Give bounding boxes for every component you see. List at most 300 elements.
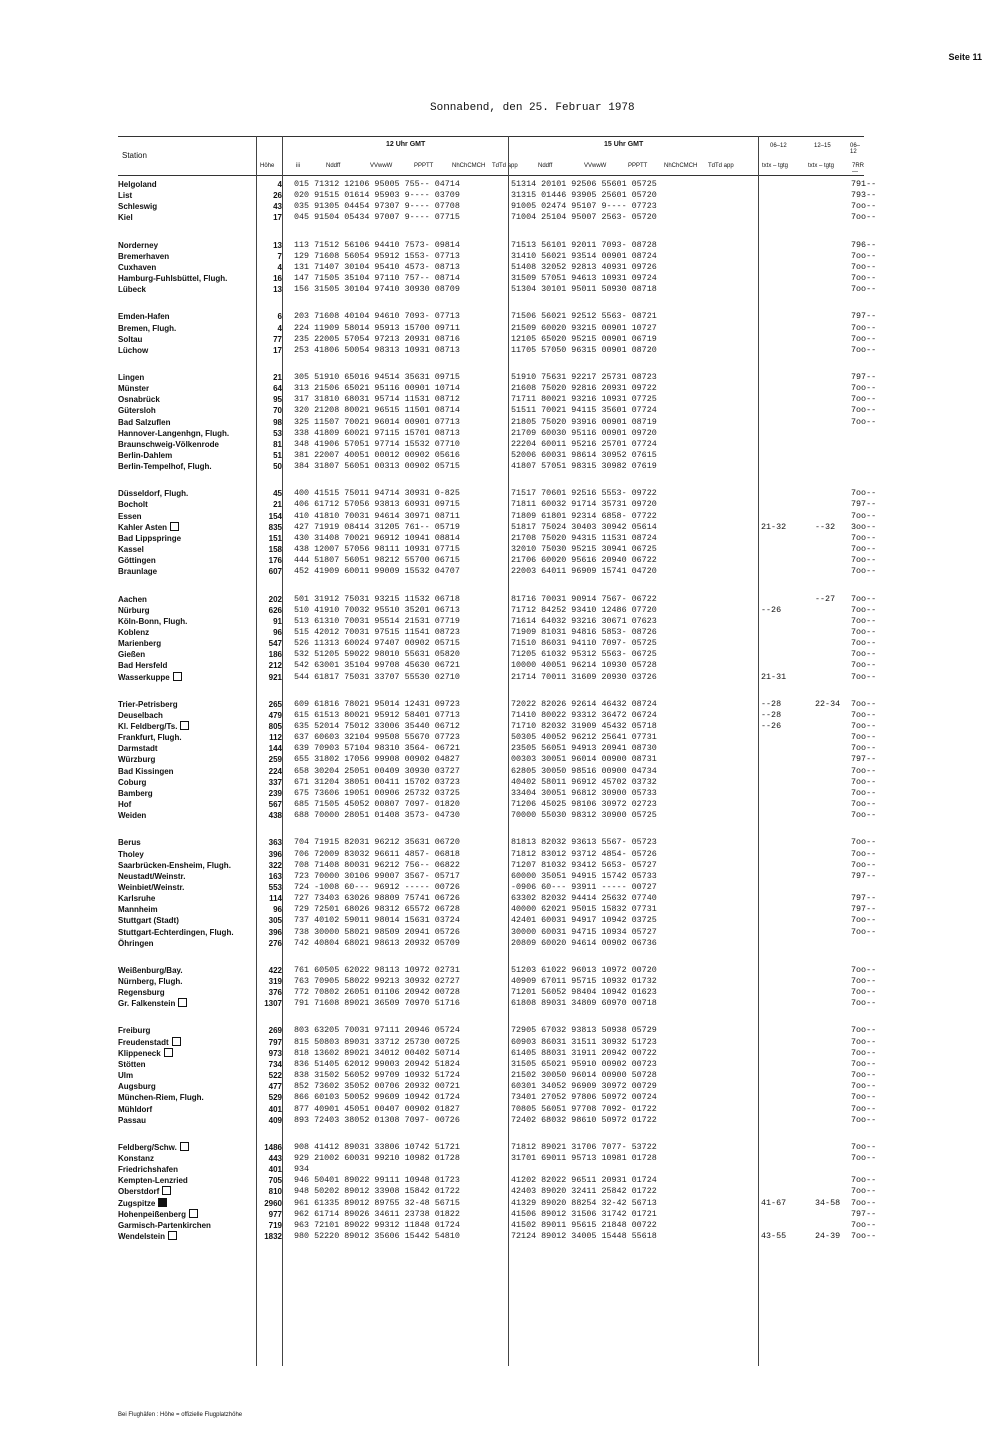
station-name: Bad Hersfeld (118, 661, 168, 671)
precip-cell: 7oo-- (851, 671, 877, 682)
station-cell (118, 766, 258, 777)
station-cell (118, 605, 258, 616)
precip-cell: 7oo-- (851, 1197, 877, 1208)
open-square-icon (178, 998, 187, 1007)
station-cell (118, 273, 258, 284)
station-name: Passau (118, 1115, 147, 1125)
rule-extra (758, 136, 759, 1366)
station-cell (118, 1153, 258, 1164)
station-cell (118, 499, 258, 510)
station-name: Mühldorf (118, 1104, 153, 1114)
obs-12-cell: 791 71608 89021 36509 70970 51716 (294, 998, 460, 1009)
precip-cell: 7oo-- (851, 284, 877, 295)
altitude-cell: 98 (273, 417, 282, 427)
station-cell (118, 616, 258, 627)
obs-15-cell: 41807 57051 98315 30982 07619 (511, 461, 657, 472)
station-cell (118, 1198, 258, 1209)
obs-12-cell: 742 40804 68021 98613 20932 05709 (294, 937, 460, 948)
precip-cell: 7oo-- (851, 998, 877, 1009)
altitude-cell: 4 (277, 262, 282, 272)
obs-12-cell: 961 61335 89012 89755 32-48 56715 (294, 1197, 460, 1208)
obs-12-cell: 253 41806 50054 98313 10931 08713 (294, 344, 460, 355)
station-name: Hohenpeißenberg (118, 1209, 187, 1219)
obs-12-cell: 203 71608 40104 94610 7093- 07713 (294, 311, 460, 322)
obs-15-cell: 23505 56051 94913 20941 08730 (511, 743, 657, 754)
obs-15-cell: 71205 61032 95312 5563- 06725 (511, 649, 657, 660)
station-name: Bamberg (118, 788, 153, 798)
obs-15-cell: 50305 40052 96212 25641 07731 (511, 732, 657, 743)
altitude-cell: 363 (268, 838, 282, 848)
station-name: Düsseldorf, Flugh. (118, 489, 189, 499)
precip-cell: 7oo-- (851, 1186, 877, 1197)
open-square-icon (168, 1231, 177, 1240)
obs-15-cell: 00303 30051 96014 00900 08731 (511, 754, 657, 765)
obs-15-cell: 71506 56021 92512 5563- 08721 (511, 311, 657, 322)
altitude-cell: 13 (273, 240, 282, 250)
obs-12-cell: 305 51910 65016 94514 35631 09715 (294, 371, 460, 382)
altitude-cell: 202 (268, 594, 282, 604)
altitude-cell: 269 (268, 1026, 282, 1036)
station-cell (118, 1025, 258, 1036)
obs-15-cell: 72402 68032 98610 50972 01722 (511, 1114, 657, 1125)
extra-1: 12–15 (814, 143, 831, 149)
obs-15-cell: 60301 34052 96909 30972 00729 (511, 1081, 657, 1092)
precip-cell: 7oo-- (851, 261, 877, 272)
altitude-cell: 70 (273, 406, 282, 416)
altitude-cell: 265 (268, 699, 282, 709)
altitude-cell: 547 (268, 639, 282, 649)
station-cell (118, 533, 258, 544)
station-name: Cuxhaven (118, 262, 157, 272)
station-cell (118, 638, 258, 649)
station-cell (118, 904, 258, 915)
obs-12-cell: 020 91515 01614 95903 9---- 03709 (294, 190, 460, 201)
extra-2: 06–12 (850, 143, 861, 155)
altitude-cell: 176 (268, 556, 282, 566)
station-name: Ulm (118, 1071, 134, 1081)
station-name: Kiel (118, 213, 133, 223)
obs-12-cell: 438 12007 57056 98111 10931 07715 (294, 544, 460, 555)
report-date: Sonnabend, den 25. Februar 1978 (430, 102, 635, 114)
station-name: Osnabrück (118, 395, 160, 405)
station-name: Kassel (118, 545, 144, 555)
precip-cell: 7oo-- (851, 405, 877, 416)
station-name: Lüchow (118, 345, 149, 355)
altitude-cell: 13 (273, 285, 282, 295)
station-cell (118, 311, 258, 322)
station-cell (118, 190, 258, 201)
altitude-cell: 21 (273, 372, 282, 382)
altitude-cell: 53 (273, 428, 282, 438)
station-cell (118, 1220, 258, 1231)
precip-cell: 7oo-- (851, 776, 877, 787)
obs-15-cell: 60000 35051 94915 15742 05733 (511, 870, 657, 881)
obs-12-cell: 962 61714 89026 34611 23738 01822 (294, 1208, 460, 1219)
obs-15-cell: 61405 88031 31911 20942 00722 (511, 1047, 657, 1058)
temp-range-cell: --26 (761, 604, 782, 615)
obs-15-cell: 71711 80021 93216 10931 07725 (511, 394, 657, 405)
precip-cell: 797-- (851, 371, 877, 382)
station-cell (118, 1175, 258, 1186)
hoehe-header: Höhe (260, 163, 275, 169)
station-cell (118, 1048, 258, 1059)
station-cell (118, 1209, 258, 1220)
station-name: Weinbiet/Weinstr. (118, 882, 185, 892)
station-cell (118, 428, 258, 439)
obs-15-cell: 71517 70601 92516 5553- 09722 (511, 488, 657, 499)
altitude-cell: 438 (268, 811, 282, 821)
open-square-icon (170, 522, 179, 531)
station-cell (118, 488, 258, 499)
obs-15-cell: 31509 57051 94613 10931 09724 (511, 273, 657, 284)
obs-15-cell: 21709 60030 95116 00901 09720 (511, 427, 657, 438)
station-header: Station (122, 151, 147, 160)
station-name: Klippeneck (118, 1048, 161, 1058)
obs-12-cell: 675 73606 19051 00906 25732 03725 (294, 787, 460, 798)
altitude-cell: 212 (268, 661, 282, 671)
altitude-cell: 224 (268, 766, 282, 776)
open-square-icon (164, 1048, 173, 1057)
precip-cell: 7oo-- (851, 322, 877, 333)
obs-12-cell: 156 31505 30104 97410 30930 08709 (294, 284, 460, 295)
station-name: Neustadt/Weinstr. (118, 871, 186, 881)
altitude-cell: 77 (273, 334, 282, 344)
obs-15-cell: 63302 82032 94414 25632 07740 (511, 893, 657, 904)
altitude-cell: 479 (268, 710, 282, 720)
group-12-header: 12 Uhr GMT (386, 141, 426, 148)
station-name: Bad Lippspringe (118, 533, 182, 543)
altitude-cell: 64 (273, 384, 282, 394)
obs-12-cell: 338 41809 60021 97115 15701 08713 (294, 427, 460, 438)
obs-15-cell: 20809 60020 94614 00902 06736 (511, 937, 657, 948)
station-cell (118, 660, 258, 671)
precip-cell: 7oo-- (851, 1103, 877, 1114)
obs-15-cell: 21502 30050 96014 00900 50728 (511, 1070, 657, 1081)
temp-range-cell: 21-31 (761, 671, 787, 682)
station-cell (118, 1164, 258, 1175)
precip-cell: 7oo-- (851, 810, 877, 821)
station-cell (118, 1186, 258, 1197)
precip-cell: 7oo-- (851, 1141, 877, 1152)
station-name: Wendelstein (118, 1232, 165, 1241)
altitude-cell: 567 (268, 800, 282, 810)
obs-12-cell: 526 11313 60024 97407 00902 05715 (294, 638, 460, 649)
station-name: Darmstadt (118, 744, 158, 754)
obs-12-cell: 129 71608 56054 95912 1553- 07713 (294, 250, 460, 261)
station-name: Kahler Asten (118, 522, 168, 532)
altitude-cell: 396 (268, 849, 282, 859)
col15-4: TdTd app (708, 163, 734, 169)
obs-12-cell: 615 61513 80021 95912 58401 07713 (294, 709, 460, 720)
station-name: Soltau (118, 334, 143, 344)
obs-12-cell: 838 31502 56052 99709 10932 51724 (294, 1070, 460, 1081)
open-square-icon (180, 721, 189, 730)
station-cell (118, 566, 258, 577)
station-cell (118, 323, 258, 334)
altitude-cell: 1486 (264, 1142, 282, 1152)
altitude-cell: 151 (268, 533, 282, 543)
station-name: Karlsruhe (118, 894, 156, 904)
station-cell (118, 1059, 258, 1070)
altitude-cell: 719 (268, 1220, 282, 1230)
altitude-cell: 276 (268, 938, 282, 948)
station-cell (118, 965, 258, 976)
station-name: Berus (118, 838, 141, 848)
precip-cell: 7oo-- (851, 250, 877, 261)
altitude-cell: 337 (268, 777, 282, 787)
altitude-cell: 396 (268, 927, 282, 937)
obs-15-cell: 40909 67011 95715 10932 01732 (511, 976, 657, 986)
precip-cell: 7oo-- (851, 555, 877, 566)
altitude-cell: 7 (277, 251, 282, 261)
altitude-cell: 553 (268, 882, 282, 892)
obs-12-cell: 685 71505 45052 00807 7097- 01820 (294, 799, 460, 810)
station-cell (118, 372, 258, 383)
station-cell (118, 799, 258, 810)
station-name: Mannheim (118, 905, 158, 915)
obs-12-cell: 852 73602 35052 00706 20932 00721 (294, 1081, 460, 1092)
station-cell (118, 893, 258, 904)
obs-15-cell: 21805 75020 93916 00901 08719 (511, 416, 657, 427)
altitude-cell: 734 (268, 1059, 282, 1069)
col15-3: NhChCMCH (664, 163, 698, 169)
temp-range-cell: 43-55 (761, 1231, 787, 1241)
filled-square-icon (158, 1198, 167, 1207)
table-header (118, 136, 864, 176)
group-15-header: 15 Uhr GMT (604, 141, 644, 148)
altitude-cell: 26 (273, 191, 282, 201)
precip-cell: 7oo-- (851, 1092, 877, 1103)
station-name: Berlin-Tempelhof, Flugh. (118, 462, 212, 472)
station-name: Gr. Falkenstein (118, 999, 176, 1009)
obs-12-cell: 934 (294, 1164, 310, 1175)
station-name: Norderney (118, 240, 159, 250)
obs-15-cell: 31701 69011 95713 10981 01728 (511, 1152, 657, 1163)
station-cell (118, 394, 258, 405)
obs-12-cell: 317 31810 68031 95714 11531 08712 (294, 394, 460, 405)
station-name: Saarbrücken-Ensheim, Flugh. (118, 860, 231, 870)
station-name: Augsburg (118, 1082, 156, 1092)
station-cell (118, 627, 258, 638)
precip-cell: 7oo-- (851, 1152, 877, 1163)
obs-15-cell: 51910 75631 92217 25731 08723 (511, 371, 657, 382)
obs-15-cell: 21708 75020 94315 11531 08724 (511, 532, 657, 543)
altitude-cell: 51 (273, 451, 282, 460)
obs-15-cell: 71510 86031 94110 7097- 05725 (511, 638, 657, 649)
station-cell (118, 754, 258, 765)
precip-cell: 7oo-- (851, 201, 877, 212)
altitude-cell: 43 (273, 202, 282, 212)
obs-15-cell: 41506 89012 31506 31742 01721 (511, 1208, 657, 1219)
altitude-cell: 626 (268, 605, 282, 615)
station-name: Stuttgart-Echterdingen, Flugh. (118, 927, 234, 937)
station-name: Stuttgart (Stadt) (118, 916, 179, 926)
station-cell (118, 915, 258, 926)
station-cell (118, 334, 258, 345)
obs-12-cell: 948 50202 89012 33908 15842 01722 (294, 1186, 460, 1197)
col12-3: NhChCMCH (452, 163, 486, 169)
altitude-cell: 4 (277, 323, 282, 333)
obs-12-cell: 452 41909 60011 99009 15532 04707 (294, 566, 460, 577)
obs-15-cell: 73401 27052 97806 50972 00724 (511, 1092, 657, 1103)
station-cell (118, 522, 258, 533)
obs-12-cell: 908 41412 89031 33806 10742 51721 (294, 1141, 460, 1152)
obs-15-cell: 71513 56101 92011 7093- 08728 (511, 239, 657, 250)
obs-15-cell: 51314 20101 92506 55601 05725 (511, 179, 657, 189)
precip-cell: 7oo-- (851, 566, 877, 577)
obs-12-cell: 877 40901 45051 00407 00902 01827 (294, 1103, 460, 1114)
station-name: Zugspitze (118, 1198, 156, 1208)
temp-range-cell: --26 (761, 721, 782, 731)
precip-cell: 7oo-- (851, 964, 877, 975)
precip-cell: 7oo-- (851, 1114, 877, 1125)
obs-15-cell: 70805 56051 97708 7092- 01722 (511, 1103, 657, 1114)
col15-1: VVwwW (584, 163, 607, 169)
station-name: Göttingen (118, 556, 156, 566)
station-cell (118, 179, 258, 190)
obs-12-cell: 235 22005 57054 97213 20931 08716 (294, 333, 460, 344)
station-cell (118, 544, 258, 555)
station-cell (118, 1231, 258, 1242)
station-name: Braunschweig-Völkenrode (118, 439, 219, 449)
extra-sub-0: txtx – tgtg (762, 163, 789, 169)
precip-cell: 7oo-- (851, 1231, 877, 1241)
station-cell (118, 672, 258, 683)
station-cell (118, 810, 258, 821)
altitude-cell: 477 (268, 1082, 282, 1092)
precip-cell: 7oo-- (851, 859, 877, 870)
station-name: Hamburg-Fuhlsbüttel, Flugh. (118, 274, 228, 284)
precip-cell: 797-- (851, 499, 877, 510)
page-number: Seite 11 (948, 52, 982, 62)
temp-range-15-cell: --27 (815, 593, 836, 604)
obs-12-cell: 729 72501 68026 98312 65572 06728 (294, 904, 460, 915)
obs-15-cell: 10000 40051 96214 10930 05728 (511, 660, 657, 671)
obs-12-cell: 325 11507 70021 96014 00901 07713 (294, 416, 460, 427)
altitude-cell: 835 (268, 522, 282, 532)
obs-15-cell: 12105 65020 95215 00901 06719 (511, 333, 657, 344)
station-cell (118, 555, 258, 566)
obs-12-cell: 510 41910 70032 95510 35201 06713 (294, 604, 460, 615)
station-cell (118, 882, 258, 893)
precip-cell: 7oo-- (851, 765, 877, 776)
obs-15-cell: 71004 25104 95007 2563- 05720 (511, 212, 657, 223)
obs-15-cell: 71410 80022 93312 36472 06724 (511, 709, 657, 720)
station-name: Frankfurt, Flugh. (118, 733, 182, 743)
obs-15-cell: 21509 60020 93215 00901 10727 (511, 322, 657, 333)
obs-15-cell: 71206 45025 98106 30972 02723 (511, 799, 657, 810)
precip-cell: 797-- (851, 1208, 877, 1219)
altitude-cell: 409 (268, 1115, 282, 1125)
obs-15-cell: 31505 65021 95910 00902 00723 (511, 1058, 657, 1069)
station-name: Würzburg (118, 755, 156, 765)
obs-15-cell: 31315 01446 93905 25601 05720 (511, 190, 657, 201)
altitude-cell: 17 (273, 345, 282, 355)
altitude-cell: 50 (273, 462, 282, 472)
altitude-cell: 443 (268, 1153, 282, 1163)
precip-cell: 7oo-- (851, 626, 877, 637)
precip-cell: 7oo-- (851, 649, 877, 660)
station-name: List (118, 191, 133, 201)
obs-15-cell: 72124 89012 34005 15448 55618 (511, 1231, 657, 1241)
col15-2: PPPTT (628, 163, 648, 169)
temp-range-cell: --28 (761, 698, 782, 709)
precip-cell: 7oo-- (851, 488, 877, 499)
obs-15-cell: 71909 81031 94816 5853- 08726 (511, 626, 657, 637)
altitude-cell: 6 (277, 312, 282, 322)
obs-12-cell: 639 70903 57104 98310 3564- 06721 (294, 743, 460, 754)
obs-15-cell: 52006 60031 98614 30952 07615 (511, 450, 657, 460)
station-name: Öhringen (118, 938, 154, 948)
precip-cell: 791-- (851, 179, 877, 189)
precip-cell: 7oo-- (851, 212, 877, 223)
station-name: Bremen, Flugh. (118, 323, 177, 333)
obs-12-cell: 929 21002 60031 99210 10982 01728 (294, 1152, 460, 1163)
obs-12-cell: 803 63205 70031 97111 20946 05724 (294, 1025, 460, 1036)
station-cell (118, 1115, 258, 1126)
precip-cell: 7oo-- (851, 1036, 877, 1047)
station-cell (118, 777, 258, 788)
obs-12-cell: 704 71915 82031 96212 35631 06720 (294, 837, 460, 848)
obs-12-cell: 658 30204 25051 00409 30930 03727 (294, 765, 460, 776)
altitude-cell: 401 (268, 1165, 282, 1175)
precip-cell: 7oo-- (851, 593, 877, 604)
altitude-cell: 2960 (264, 1198, 282, 1208)
altitude-cell: 144 (268, 744, 282, 754)
station-name: Berlin-Dahlem (118, 451, 173, 460)
station-name: Freiburg (118, 1026, 151, 1036)
station-cell (118, 383, 258, 394)
precip-cell: 3oo-- (851, 521, 877, 532)
station-name: Lübeck (118, 285, 147, 295)
obs-12-cell: 113 71512 56106 94410 7573- 09814 (294, 239, 460, 250)
temp-range-15-cell: 22-34 (815, 698, 841, 709)
obs-12-cell: 655 31802 17056 99908 00902 04827 (294, 754, 460, 765)
station-name: Schleswig (118, 202, 158, 212)
precip-cell: 796-- (851, 239, 877, 250)
obs-15-cell: 41329 89020 88254 32-42 56713 (511, 1197, 657, 1208)
obs-12-cell: 544 61817 75031 33707 55530 02710 (294, 671, 460, 682)
station-name: Weißenburg/Bay. (118, 965, 183, 975)
station-name: München-Riem, Flugh. (118, 1093, 204, 1103)
station-cell (118, 871, 258, 882)
temp-range-cell: 21-32 (761, 521, 787, 532)
altitude-cell: 973 (268, 1048, 282, 1058)
obs-12-cell: 980 52220 89012 35606 15442 54810 (294, 1231, 460, 1241)
station-cell (118, 511, 258, 522)
obs-12-cell: 224 11909 58014 95913 15700 09711 (294, 322, 460, 333)
altitude-cell: 112 (269, 733, 282, 743)
obs-12-cell: 708 71408 80031 96212 756-- 06822 (294, 859, 460, 870)
obs-15-cell: 71812 89021 31706 7077- 53722 (511, 1141, 657, 1152)
obs-15-cell: 51408 32052 92813 40931 09726 (511, 261, 657, 272)
station-name: Gießen (118, 650, 146, 660)
station-name: Hannover-Langenhgn, Flugh. (118, 428, 230, 438)
station-name: Freudenstadt (118, 1037, 169, 1047)
iii-header: iii (296, 163, 300, 169)
station-cell (118, 450, 258, 461)
station-cell (118, 212, 258, 223)
obs-15-cell: 32010 75030 95215 30941 06725 (511, 544, 657, 555)
station-name: Bad Kissingen (118, 766, 174, 776)
station-cell (118, 699, 258, 710)
extra-sub-1: txtx – tgtg (808, 163, 835, 169)
altitude-cell: 239 (268, 788, 282, 798)
obs-15-cell: 33404 30051 96812 30900 05733 (511, 787, 657, 798)
precip-cell: 7oo-- (851, 926, 877, 937)
station-cell (118, 849, 258, 860)
precip-cell: 7oo-- (851, 987, 877, 998)
